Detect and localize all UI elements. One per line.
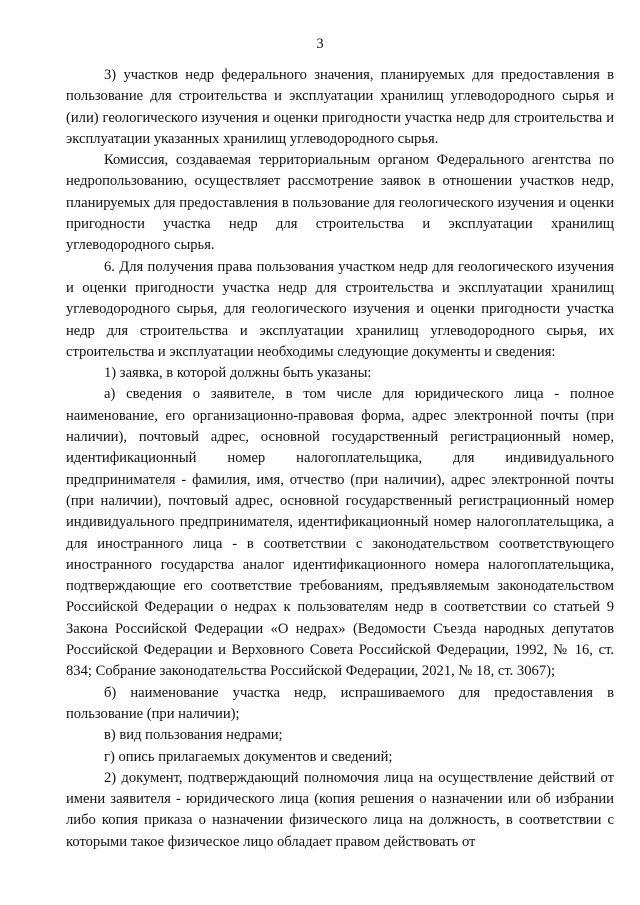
paragraph-commission: Комиссия, создаваемая территориальным органом Федерального агентства по недропользованию, осуществляет рассмотрение заявок в отношении участков недр, планируемых для предоставления в пользование для геологического изучения и оценки пригодности участка недр для строительства и эксплуатации хранилищ углеводородного сырья. [66,152,614,254]
page-number: 3 [316,36,324,52]
paragraph-clause-6: 6. Для получения права пользования участком недр для геологического изучения и оценки пригодности участка недр для строительства и эксплуатации хранилищ углеводородного сырья, для геологического изучения и оценки пригодности участка недр для строительства и эксплуатации хранилищ углеводородного сырья, их строительства и эксплуатации необходимы следующие документы и сведения: [66,258,614,360]
document-body [66,65,614,853]
paragraph-subitem-a-applicant-info: а) сведения о заявителе, в том числе для юридического лица - полное наименование, его организационно-правовая форма, адрес электронной почты (при наличии), почтовый адрес, основной государственный регистрационный номер, идентификационный номер налогоплательщика, для индивидуального предпринимателя - фамилия, имя, отчество (при наличии), адрес электронной почты (при наличии), почтовый адрес, основной государственный регистрационный номер индивидуального предпринимателя, идентификационный номер налогоплательщика, а для иностранного лица - в соответствии с законодательством соответствующего иностранного государства аналог идентификационного номера налогоплательщика, подтверждающие его соответствие требованиям, предъявляемым законодательством Российской Федерации о недрах к пользователям недр в соответствии со статьей 9 Закона Российской Федерации «О недрах» (Ведомости Съезда народных депутатов Российской Федерации и Верховного Совета Российской Федерации, 1992, № 16, ст. 834; Собрание законодательства Российской Федерации, 2021, № 18, ст. 3067); [66,386,614,680]
paragraph-item-1-application: 1) заявка, в которой должны быть указаны: [104,365,372,382]
paragraph-subitem-g-inventory: г) опись прилагаемых документов и сведений; [104,748,393,765]
paragraph-item-2-authority-document: 2) документ, подтверждающий полномочия лица на осуществление действий от имени заявителя - юридического лица (копия решения о назначении или об избрании либо копия приказа о назначении физического лица на должность, в соответствии с которыми такое физическое лицо обладает правом действовать от [66,769,614,850]
paragraph-item-3-federal-subsoil: 3) участков недр федерального значения, планируемых для предоставления в пользование для строительства и эксплуатации хранилищ углеводородного сырья и (или) геологического изучения и оценки пригодности участка недр для строительства и эксплуатации указанных хранилищ углеводородного сырья. [66,67,614,147]
paragraph-subitem-v-use-type: в) вид пользования недрами; [104,727,283,744]
paragraph-subitem-b-subsoil-name: б) наименование участка недр, испрашиваемого для предоставления в пользование (при наличии); [66,684,614,722]
